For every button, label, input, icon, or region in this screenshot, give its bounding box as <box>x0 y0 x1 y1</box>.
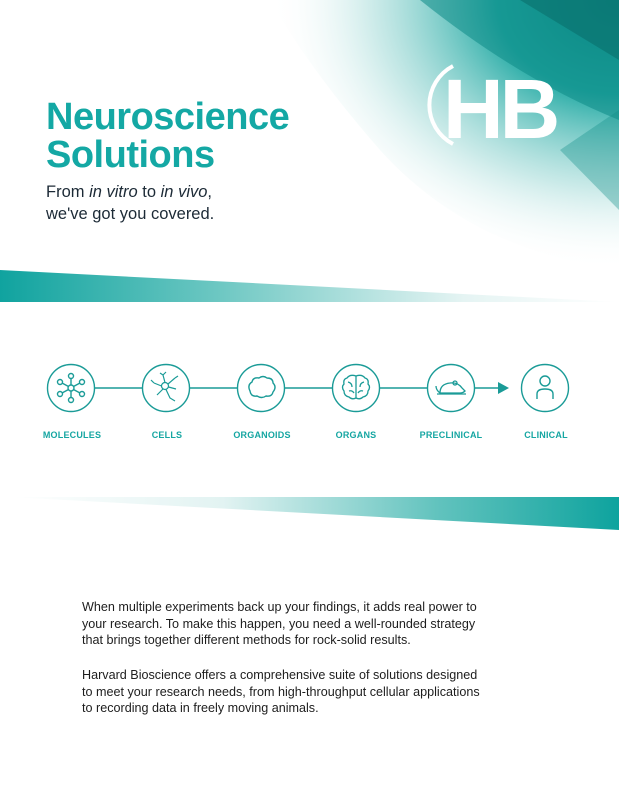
paragraph-line: Harvard Bioscience offers a comprehensive suite of solutions designed <box>82 668 478 682</box>
subtitle <box>46 181 214 225</box>
stage-label-molecules: MOLECULES <box>42 430 102 440</box>
molecule-icon <box>48 365 95 412</box>
neuron-cell-icon <box>143 365 190 412</box>
paragraph-line: to recording data in freely moving animals. <box>82 701 319 715</box>
person-icon <box>522 365 569 412</box>
title-line-2: Solutions <box>46 134 215 176</box>
paragraph-line: your research. To make this happen, you need a well-rounded strategy <box>82 616 476 631</box>
offer-paragraph <box>82 667 542 717</box>
stage-label-organs: ORGANS <box>335 430 377 440</box>
research-pipeline <box>0 355 619 425</box>
subtitle-line-1: From in vitro to in vivo, <box>46 183 213 201</box>
brain-icon <box>333 365 380 412</box>
hb-logo <box>425 62 565 148</box>
stage-label-organoids: ORGANOIDS <box>233 430 291 440</box>
intro-paragraph <box>82 599 542 649</box>
stage-label-cells: CELLS <box>151 430 183 440</box>
paragraph-line: When multiple experiments back up your findings, it adds real power to <box>82 600 477 614</box>
organoid-icon <box>238 365 285 412</box>
subtitle-line-2: we've got you covered. <box>46 205 215 223</box>
paragraph-line: to meet your research needs, from high-throughput cellular applications <box>82 684 480 699</box>
stage-label-preclinical: PRECLINICAL <box>419 430 483 440</box>
page-title <box>46 98 289 174</box>
stage-label-clinical: CLINICAL <box>524 430 568 440</box>
paragraph-line: that brings together different methods for rock-solid results. <box>82 633 411 647</box>
logo-text: HB <box>443 62 557 148</box>
title-line-1: Neuroscience <box>46 96 290 138</box>
arrow-head-icon <box>498 382 509 394</box>
mouse-icon <box>428 365 475 412</box>
